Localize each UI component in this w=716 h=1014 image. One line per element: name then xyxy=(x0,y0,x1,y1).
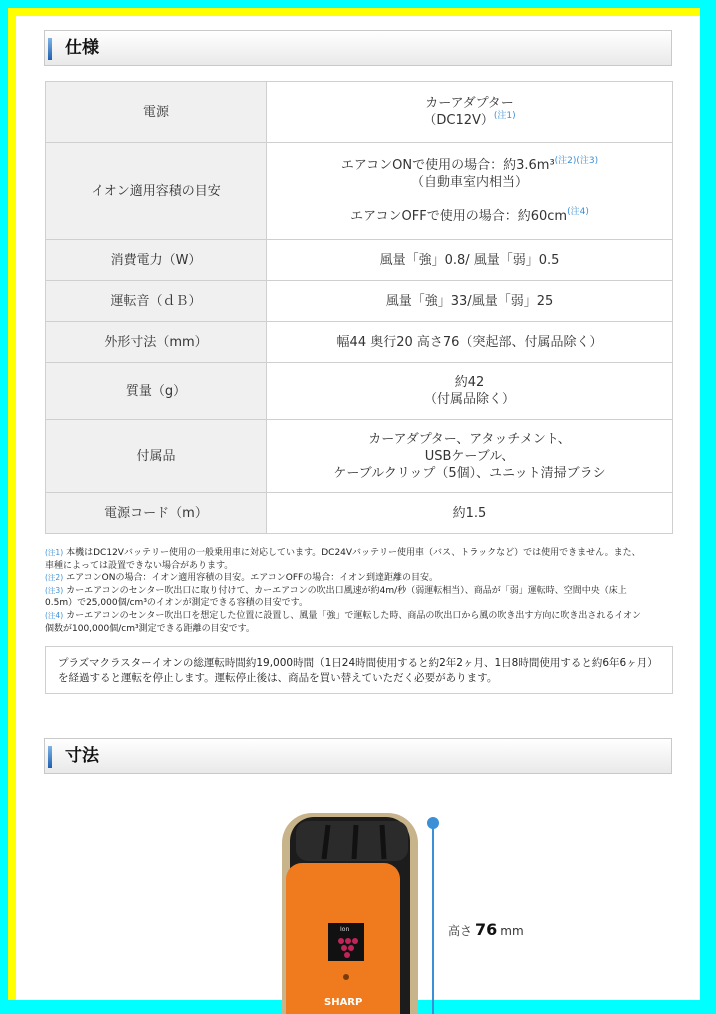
dimension-value: 76 xyxy=(475,920,498,939)
spec-table xyxy=(45,81,673,534)
height-dimension xyxy=(448,920,524,939)
footnote xyxy=(45,610,645,635)
logo-dot xyxy=(341,945,347,951)
footnote-text: カーエアコンのセンター吹出口を想定した位置に設置し、風量「強」で運転した時、商品の吹出口から風の吹き出す方向に吹き出されるイオン個数が100,000個/cm³測定できる距離の目安です。 xyxy=(45,610,642,634)
spec-value-text: エアコンOFFで使用の場合：約60cm xyxy=(350,209,568,224)
spec-value-line: USBケーブル、 xyxy=(424,448,515,464)
table-row xyxy=(46,363,673,420)
spacer xyxy=(273,191,666,208)
spec-value-line: カーアダプター、アタッチメント、 xyxy=(368,431,571,447)
spec-value: 風量「強」0.8/ 風量「弱」0.5 xyxy=(267,240,673,281)
spec-label: 付属品 xyxy=(46,420,267,493)
footnotes xyxy=(45,547,645,635)
vent-slat xyxy=(382,825,384,859)
table-row xyxy=(46,493,673,534)
spec-value-line: カーアダプター xyxy=(425,96,514,111)
table-row xyxy=(46,143,673,240)
spec-value-line: ケーブルクリップ（5個）、ユニット清掃ブラシ xyxy=(333,465,606,481)
table-row xyxy=(46,82,673,143)
logo-dot xyxy=(345,938,351,944)
spec-value: 幅44 奥行20 高さ76（突起部、付属品除く） xyxy=(267,322,673,363)
spec-section-header xyxy=(44,30,672,66)
section-accent-bar xyxy=(48,746,52,768)
spec-value xyxy=(267,82,673,143)
dimension-prefix: 高さ xyxy=(448,924,473,938)
spec-label: 消費電力（W） xyxy=(46,240,267,281)
note-ref[interactable]: (注1) xyxy=(493,111,516,121)
spec-label: 電源コード（m） xyxy=(46,493,267,534)
spec-label: 電源 xyxy=(46,82,267,143)
panel-label: Ion xyxy=(340,926,350,933)
table-row xyxy=(46,281,673,322)
footnote-tag: (注3) xyxy=(45,585,64,595)
note-ref[interactable]: (注4) xyxy=(567,207,589,217)
logo-dot xyxy=(352,938,358,944)
spec-label: 質量（g） xyxy=(46,363,267,420)
height-measure-line xyxy=(432,824,434,1014)
footnote-text: 本機はDC12Vバッテリー使用の一般乗用車に対応しています。DC24Vバッテリー使用車（バス、トラックなど）では使用できません。また、車種によっては設置できない場合があります。 xyxy=(45,548,641,571)
note-ref[interactable]: (注2)(注3) xyxy=(554,156,599,166)
notice-box: プラズマクラスターイオンの総運転時間約19,000時間（1日24時間使用すると約2年2ヶ月、1日8時間使用すると約6年6ヶ月）を経過すると運転を停止します。運転停止後は、商品を買い替えていただく必要があります。 xyxy=(45,646,673,694)
spec-value xyxy=(267,143,673,240)
spec-value-line xyxy=(273,157,666,174)
logo-dot xyxy=(344,952,350,958)
spec-value-line xyxy=(273,208,666,225)
brand-logo: SHARP xyxy=(324,997,363,1008)
table-row xyxy=(46,240,673,281)
spec-value: 風量「強」33/風量「弱」25 xyxy=(267,281,673,322)
footnote-tag: (注2) xyxy=(45,573,64,583)
footnote xyxy=(45,547,645,572)
logo-dot xyxy=(348,945,354,951)
spec-value xyxy=(267,420,673,493)
spec-value-line xyxy=(273,112,666,129)
footnote-tag: (注4) xyxy=(45,610,64,620)
section-accent-bar xyxy=(48,38,52,60)
footnote-text: カーエアコンのセンター吹出口に取り付けて、カーエアコンの吹出口風速が約4m/秒（弱運転相当）、商品が「弱」運転時、空間中央（床上0.5m）で25,000個/cm³のイオンが測定できる容積の目安です。 xyxy=(45,585,627,609)
spec-label: イオン適用容積の目安 xyxy=(46,143,267,240)
spec-value-line: （自動車室内相当） xyxy=(410,175,528,190)
dimension-unit: mm xyxy=(500,924,524,938)
table-row xyxy=(46,420,673,493)
page xyxy=(16,16,700,1008)
spec-value-text: エアコンONで使用の場合：約3.6m³ xyxy=(340,158,555,173)
logo-dot xyxy=(338,938,344,944)
footnote-tag: (注1) xyxy=(45,548,64,557)
spec-value xyxy=(267,363,673,420)
power-lamp xyxy=(343,974,349,980)
footnote-text: エアコンONの場合：イオン適用容積の目安。エアコンOFFの場合：イオン到達距離の目安。 xyxy=(66,573,438,584)
spec-value-line: （付属品除く） xyxy=(423,392,515,407)
spec-value-line: 約42 xyxy=(454,375,485,390)
product-body xyxy=(282,813,418,1014)
table-row xyxy=(46,322,673,363)
footnote xyxy=(45,572,645,585)
dimension-section-title: 寸法 xyxy=(65,746,99,766)
spec-value-text: （DC12V） xyxy=(423,113,494,128)
vent-slat xyxy=(354,825,356,859)
spec-value: 約1.5 xyxy=(267,493,673,534)
dimension-section-header xyxy=(44,738,672,774)
spec-section-title: 仕様 xyxy=(65,38,99,58)
spec-label: 運転音（ｄＢ） xyxy=(46,281,267,322)
product-illustration xyxy=(256,811,456,1011)
spec-label: 外形寸法（mm） xyxy=(46,322,267,363)
footnote xyxy=(45,585,645,610)
